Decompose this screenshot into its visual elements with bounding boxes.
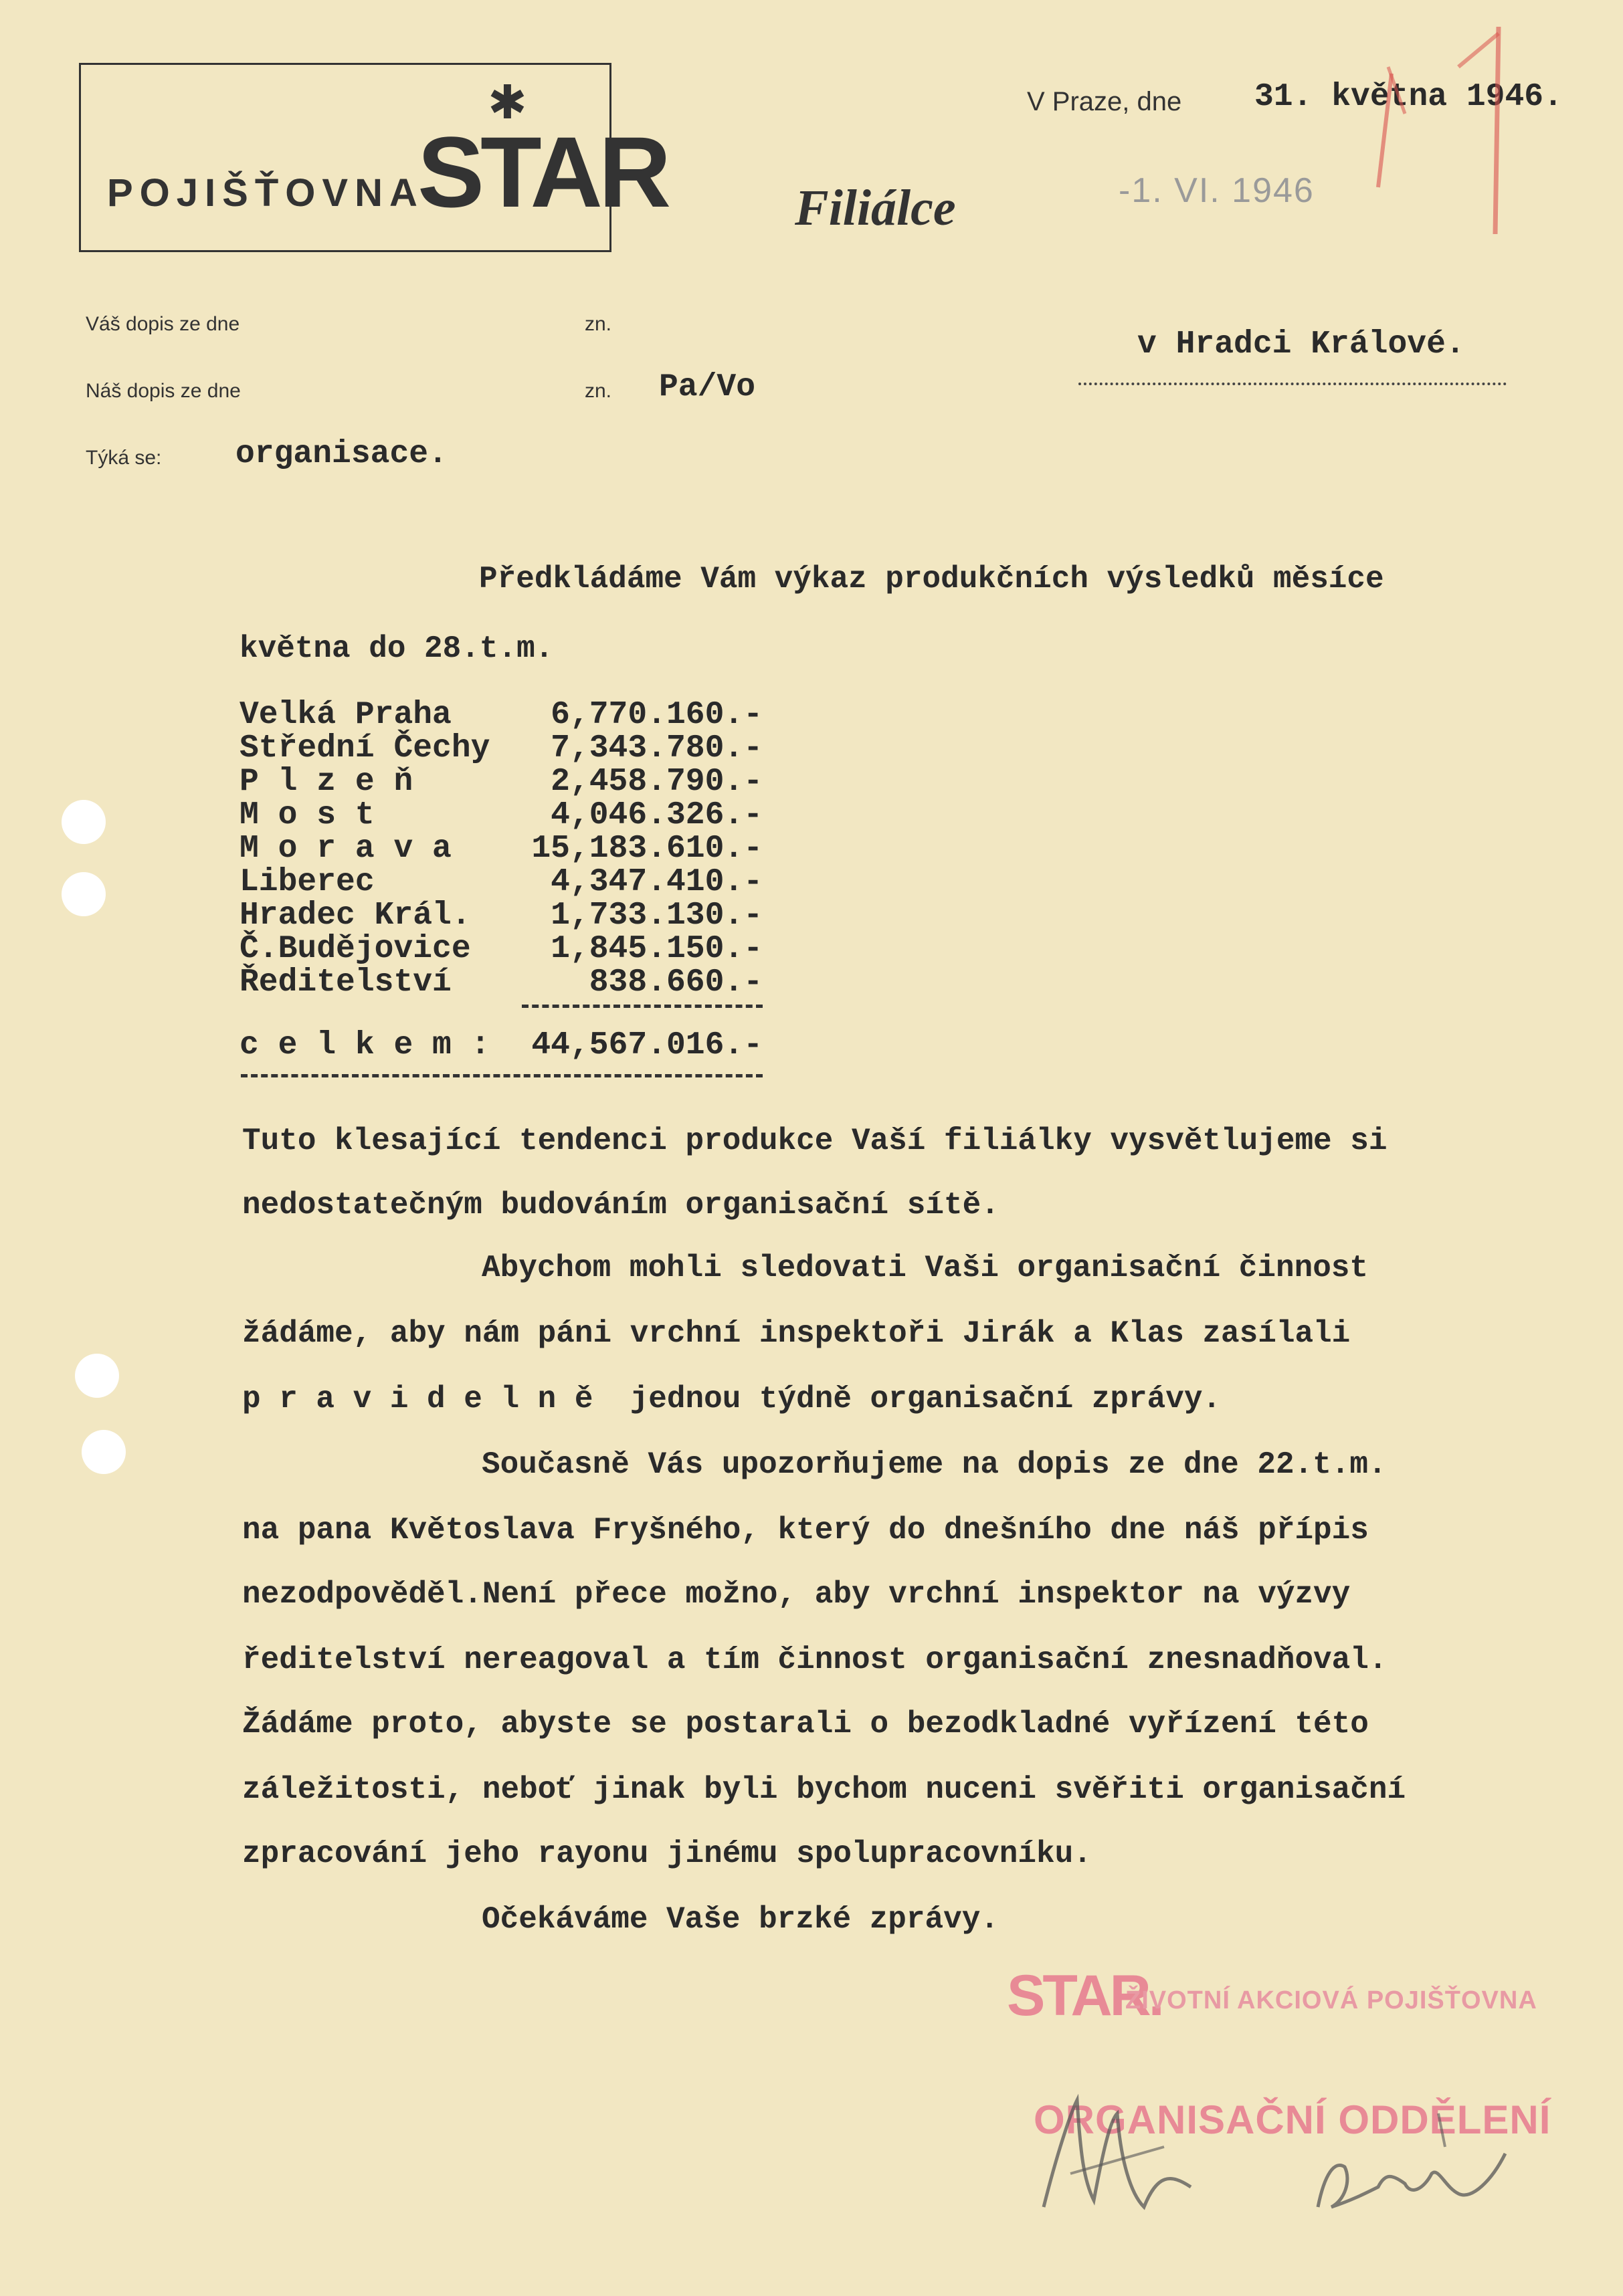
body-line: nezodpověděl.Není přece možno, aby vrchní inspektor na výzvy [242,1577,1351,1612]
body-line: záležitosti, neboť jinak byli bychom nuceni svěřiti organisační [242,1772,1406,1807]
stamp-department: ORGANISAČNÍ ODDĚLENÍ [1034,2097,1551,2142]
our-letter-ref-value: Pa/Vo [659,369,756,405]
table-row-value: 1,845.150.- [551,931,763,967]
your-letter-ref-label: zn. [585,313,612,335]
body-intro-line: května do 28.t.m. [240,631,554,666]
table-row-value: 15,183.610.- [531,831,763,867]
table-row-value: 2,458.790.- [551,764,763,800]
total-underline [241,1074,763,1077]
table-row-region: Střední Čechy [240,730,490,766]
punch-hole [82,1430,126,1474]
punch-hole [75,1354,119,1398]
body-line: žádáme, aby nám páni vrchní inspektoři Jirák a Klas zasílali [242,1316,1351,1351]
table-row-region: Č.Budějovice [240,931,471,967]
table-total-label: c e l k e m : [240,1027,490,1063]
table-row-region: Liberec [240,864,375,900]
signature-icon [1030,2073,1525,2240]
table-row-region: Ředitelství [240,964,452,1001]
place-date-label: V Praze, dne [1027,87,1182,116]
recipient-address: v Hradci Králové. [1137,326,1465,362]
table-row-value: 4,046.326.- [551,797,763,833]
table-total-value: 44,567.016.- [531,1027,763,1063]
table-row-value: 6,770.160.- [551,697,763,733]
our-letter-label: Náš dopis ze dne [86,380,241,402]
table-row-value: 1,733.130.- [551,898,763,934]
subject-label: Týká se: [86,447,162,469]
body-line: Abychom mohli sledovati Vaši organisační činnost [482,1251,1369,1285]
punch-hole [62,800,106,844]
stamp-company: ŽIVOTNÍ AKCIOVÁ POJIŠŤOVNA [1125,1986,1537,2014]
your-letter-label: Váš dopis ze dne [86,313,240,335]
table-row-value: 7,343.780.- [551,730,763,766]
body-line: p r a v i d e l n ě jednou týdně organisační zprávy. [242,1382,1222,1417]
body-line: Tuto klesající tendenci produkce Vaší filiálky vysvětlujeme si [242,1124,1388,1158]
sum-separator [522,1005,763,1008]
red-pencil-mark-icon [1365,20,1519,241]
table-row-region: Velká Praha [240,697,452,733]
body-line: Žádáme proto, abyste se postarali o bezodkladné vyřízení této [242,1707,1369,1742]
star-icon: ✱ [488,76,527,128]
letterhead-brand: STAR [417,116,668,228]
table-row-region: P l z e ň [240,764,413,800]
body-line: na pana Květoslava Fryšného, který do dnešního dne náš přípis [242,1513,1369,1548]
letter-date: 31. května 1946. [1254,79,1563,115]
table-row-value: 4,347.410.- [551,864,763,900]
body-line: Současně Vás upozorňujeme na dopis ze dne 22.t.m. [482,1447,1387,1482]
table-row-region: Hradec Král. [240,898,471,934]
salutation-heading: Filiálce [795,180,956,236]
stamp-brand: STAR. [1007,1964,1162,2028]
received-date-stamp: -1. VI. 1946 [1119,171,1315,210]
punch-hole [62,872,106,916]
table-row-region: M o r a v a [240,831,452,867]
our-letter-ref-label: zn. [585,380,612,402]
table-row-value: 838.660.- [589,964,763,1001]
body-intro-line: Předkládáme Vám výkaz produkčních výsledků měsíce [479,562,1384,597]
body-line: ředitelství nereagoval a tím činnost organisační znesnadňoval. [242,1643,1388,1677]
body-line: nedostatečným budováním organisační sítě. [242,1188,999,1223]
body-line: zpracování jeho rayonu jinému spolupracovníku. [242,1837,1092,1871]
recipient-underline [1078,383,1507,385]
letterhead-company-word: POJIŠŤOVNA [107,171,424,215]
table-row-region: M o s t [240,797,375,833]
subject-value: organisace. [235,436,448,472]
body-line: Očekáváme Vaše brzké zprávy. [482,1902,999,1937]
